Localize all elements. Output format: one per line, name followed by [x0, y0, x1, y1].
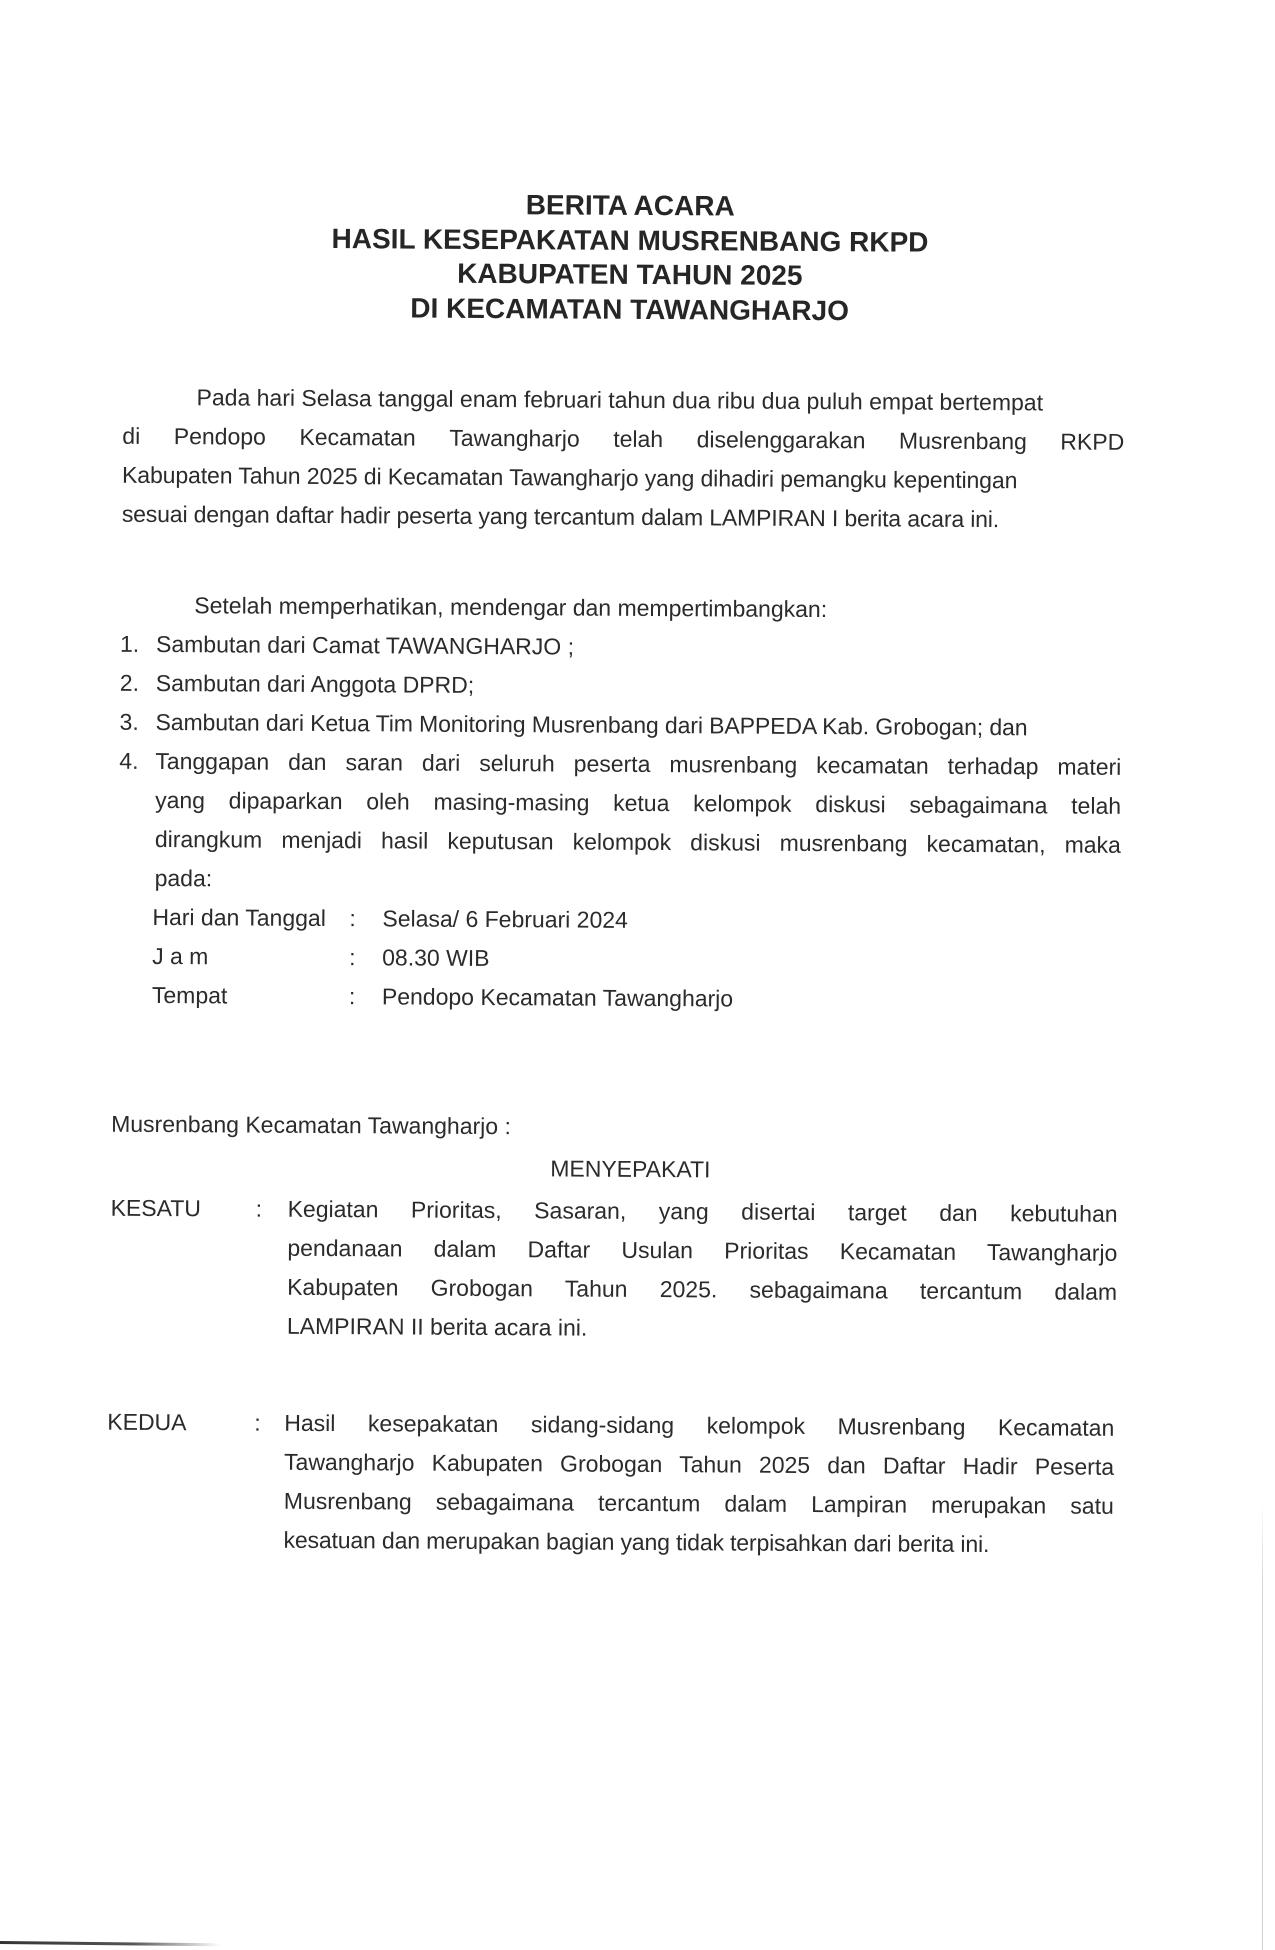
agreement-lead: Musrenbang Kecamatan Tawangharjo :: [111, 1110, 511, 1140]
date-label: Hari dan Tanggal: [152, 903, 326, 932]
considerations-intro: Setelah memperhatikan, mendengar dan mempertimbangkan:: [194, 592, 828, 623]
word: Pendopo: [173, 423, 266, 450]
word: Musrenbang: [898, 427, 1027, 455]
word: Kecamatan: [299, 423, 416, 451]
date-colon: :: [349, 905, 356, 932]
list-number: 3.: [119, 708, 139, 735]
consideration-item-4-line-3: dirangkum menjadi hasil keputusan kelompok diskusi musrenbang kecamatan, maka: [154, 825, 1121, 858]
time-colon: :: [349, 944, 356, 971]
consideration-item-2: Sambutan dari Anggota DPRD;: [155, 669, 475, 698]
opening-paragraph-line-3: Kabupaten Tahun 2025 di Kecamatan Tawangharjo yang dihadiri pemangku kepentingan: [122, 461, 1018, 494]
clause-colon: :: [254, 1409, 261, 1436]
clause-label-kesatu: KESATU: [110, 1194, 202, 1222]
document-title-line-4: DI KECAMATAN TAWANGHARJO: [410, 292, 850, 327]
clause-kedua-line-3: Musrenbang sebagaimana tercantum dalam Lampiran merupakan satu: [283, 1487, 1114, 1519]
time-value: 08.30 WIB: [382, 944, 490, 972]
document-title-line-3: KABUPATEN TAHUN 2025: [457, 257, 803, 291]
word: Tawangharjo: [449, 424, 580, 452]
time-label: J a m: [152, 942, 209, 970]
word: telah: [613, 425, 664, 453]
consideration-item-4-line-1: Tanggapan dan saran dari seluruh peserta musrenbang kecamatan terhadap materi: [155, 747, 1122, 780]
opening-paragraph-line-2: [122, 423, 1124, 456]
list-number: 2.: [119, 669, 140, 696]
clause-kesatu-line-2: pendanaan dalam Daftar Usulan Prioritas Kecamatan Tawangharjo: [287, 1234, 1118, 1266]
consideration-item-3: Sambutan dari Ketua Tim Monitoring Musrenbang dari BAPPEDA Kab. Grobogan; dan: [155, 708, 1028, 741]
clause-kesatu-line-4: LAMPIRAN II berita acara ini.: [286, 1312, 588, 1341]
clause-kedua-line-2: Tawangharjo Kabupaten Grobogan Tahun 2025 dan Daftar Hadir Peserta: [283, 1448, 1115, 1480]
place-label: Tempat: [151, 981, 228, 1009]
list-number: 1.: [119, 630, 140, 657]
consideration-item-4-line-4: pada:: [154, 864, 213, 892]
clause-kedua-line-1: Hasil kesepakatan sidang-sidang kelompok Musrenbang Kecamatan: [284, 1409, 1115, 1441]
clause-colon: :: [255, 1195, 263, 1222]
date-value: Selasa/ 6 Februari 2024: [382, 905, 628, 933]
word: diselenggarakan: [696, 426, 866, 454]
word: RKPD: [1060, 428, 1125, 455]
opening-paragraph-line-1: Pada hari Selasa tanggal enam februari tahun dua ribu dua puluh empat bertempat: [196, 384, 1044, 416]
consideration-item-1: Sambutan dari Camat TAWANGHARJO ;: [155, 630, 575, 660]
clause-kesatu-line-3: Kabupaten Grobogan Tahun 2025. sebagaimana tercantum dalam: [287, 1273, 1118, 1305]
word: di: [122, 422, 141, 449]
list-number: 4.: [119, 747, 139, 774]
opening-paragraph-line-4: sesuai dengan daftar hadir peserta yang tercantum dalam LAMPIRAN I berita acara ini.: [121, 500, 1000, 533]
place-colon: :: [348, 983, 356, 1010]
document-title-line-2: HASIL KESEPAKATAN MUSRENBANG RKPD: [331, 223, 929, 258]
clause-kesatu-line-1: Kegiatan Prioritas, Sasaran, yang disertai target dan kebutuhan: [287, 1195, 1118, 1227]
document-title-line-1: BERITA ACARA: [525, 189, 735, 222]
scan-edge-line: [1262, 1500, 1263, 1950]
clause-label-kedua: KEDUA: [107, 1408, 187, 1436]
agreement-heading: MENYEPAKATI: [550, 1155, 711, 1183]
place-value: Pendopo Kecamatan Tawangharjo: [381, 983, 734, 1012]
clause-kedua-line-4: kesatuan dan merupakan bagian yang tidak terpisahkan dari berita ini.: [283, 1526, 990, 1558]
consideration-item-4-line-2: yang dipaparkan oleh masing-masing ketua kelompok diskusi sebagaimana telah: [155, 786, 1122, 819]
